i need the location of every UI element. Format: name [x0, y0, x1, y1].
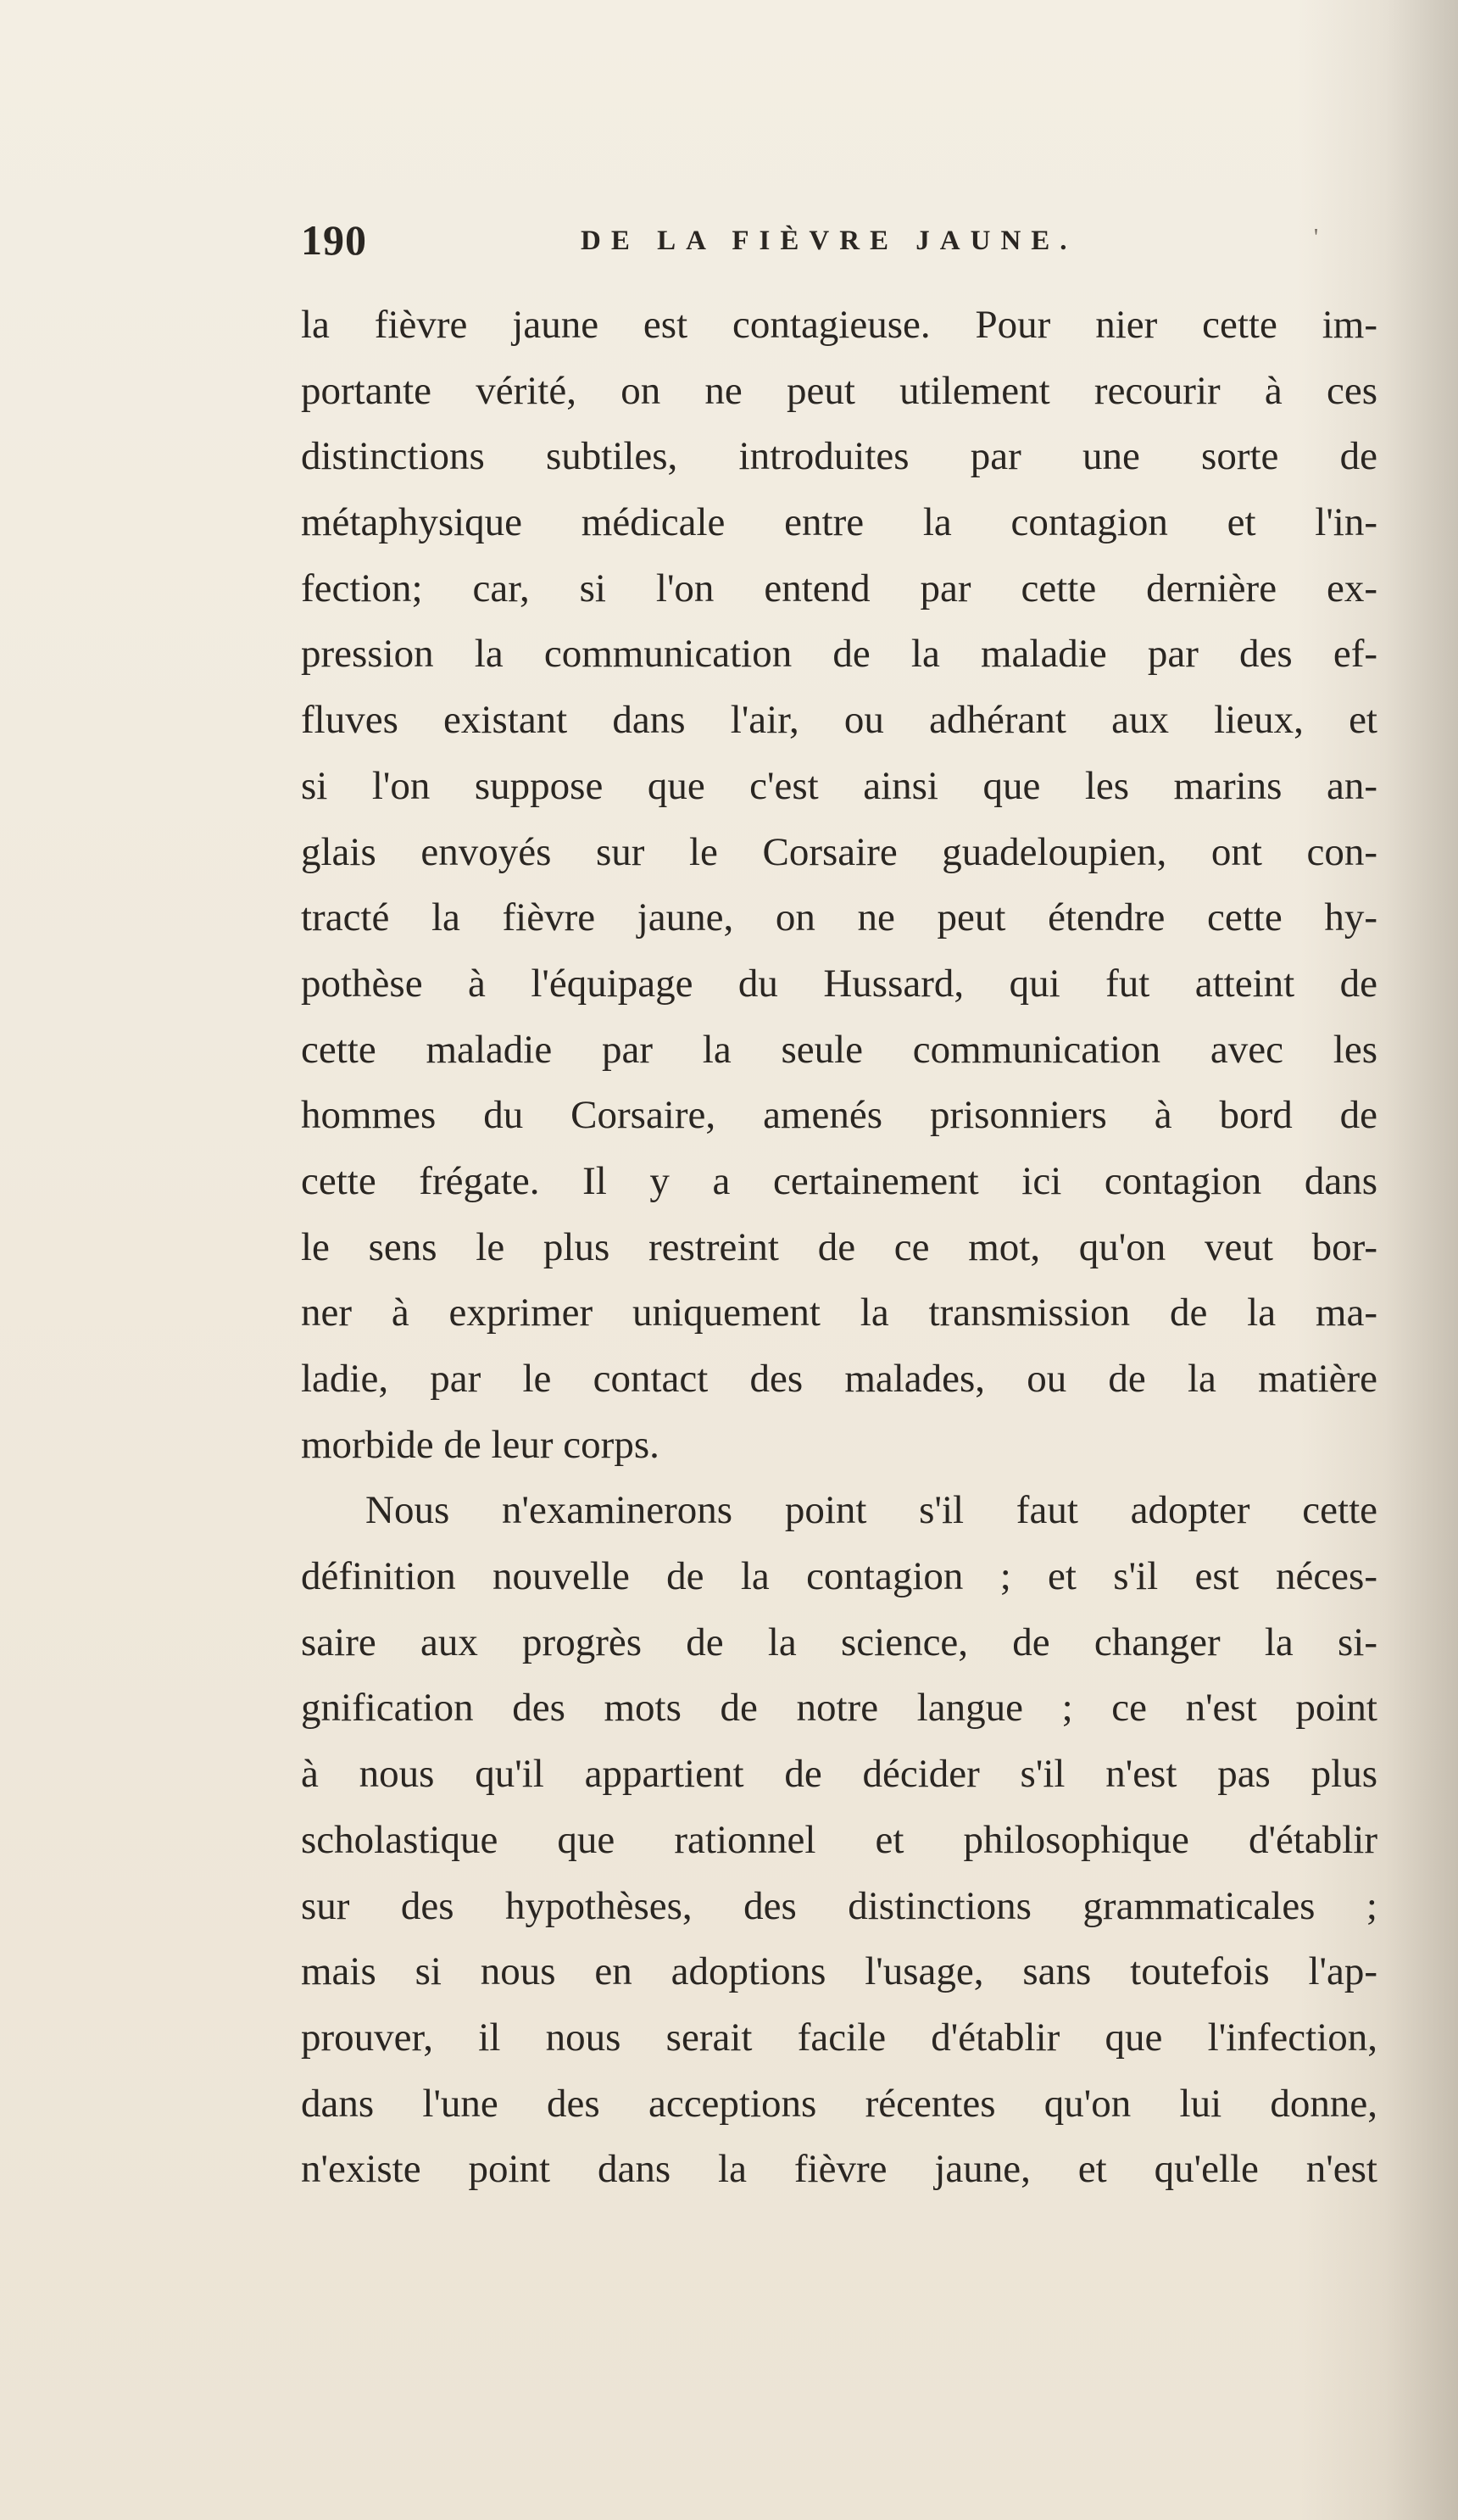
- text-line: glais envoyés sur le Corsaire guadeloupien, ont con-: [301, 829, 1377, 874]
- text-line: pothèse à l'équipage du Hussard, qui fut atteint de: [301, 961, 1377, 1006]
- text-line: n'existe point dans la fièvre jaune, et qu'elle n'est: [301, 2147, 1377, 2192]
- text-line: fection; car, si l'on entend par cette dernière ex-: [301, 566, 1377, 610]
- text-line: morbide de leur corps.: [301, 1422, 659, 1467]
- text-line: métaphysique médicale entre la contagion et l'in-: [301, 500, 1377, 545]
- text-line: dans l'une des acceptions récentes qu'on lui donne,: [301, 2081, 1377, 2126]
- text-line: scholastique que rationnel et philosophique d'établir: [301, 1817, 1377, 1862]
- text-line: à nous qu'il appartient de décider s'il n'est pas plus: [301, 1752, 1377, 1797]
- text-line: cette frégate. Il y a certainement ici contagion dans: [301, 1158, 1377, 1203]
- text-line: saire aux progrès de la science, de changer la si-: [301, 1620, 1377, 1664]
- text-line: sur des hypothèses, des distinctions grammaticales ;: [301, 1883, 1377, 1928]
- text-line: tracté la fièvre jaune, on ne peut étendre cette hy-: [301, 895, 1377, 940]
- header-mark: ': [1314, 225, 1319, 251]
- text-line: ner à exprimer uniquement la transmission de la ma-: [301, 1291, 1377, 1335]
- text-line: mais si nous en adoptions l'usage, sans toutefois l'ap-: [301, 1949, 1377, 1994]
- text-line: fluves existant dans l'air, ou adhérant aux lieux, et: [301, 698, 1377, 743]
- text-line: pression la communication de la maladie par des ef-: [301, 632, 1377, 677]
- text-line: le sens le plus restreint de ce mot, qu'on veut bor-: [301, 1224, 1377, 1269]
- text-line: prouver, il nous serait facile d'établir que l'infection,: [301, 2015, 1377, 2060]
- text-line: hommes du Corsaire, amenés prisonniers à bord de: [301, 1093, 1377, 1138]
- text-line: si l'on suppose que c'est ainsi que les marins an-: [301, 763, 1377, 808]
- paragraph-2: [301, 1478, 1377, 2203]
- page-number: 190: [301, 216, 367, 264]
- text-line: Nous n'examinerons point s'il faut adopter cette: [365, 1488, 1377, 1533]
- text-line: la fièvre jaune est contagieuse. Pour nier cette im-: [301, 303, 1377, 347]
- text-line: portante vérité, on ne peut utilement recourir à ces: [301, 368, 1377, 413]
- running-head: DE LA FIÈVRE JAUNE.: [581, 226, 1077, 256]
- body-text: [301, 293, 1377, 2203]
- text-line: définition nouvelle de la contagion ; et s'il est néces-: [301, 1554, 1377, 1599]
- text-line: ladie, par le contact des malades, ou de la matière: [301, 1357, 1377, 1401]
- page-header: [301, 210, 1377, 270]
- text-line: cette maladie par la seule communication avec les: [301, 1027, 1377, 1072]
- text-line: distinctions subtiles, introduites par une sorte de: [301, 434, 1377, 479]
- text-line: gnification des mots de notre langue ; ce n'est point: [301, 1686, 1377, 1731]
- paragraph-1: [301, 293, 1377, 1478]
